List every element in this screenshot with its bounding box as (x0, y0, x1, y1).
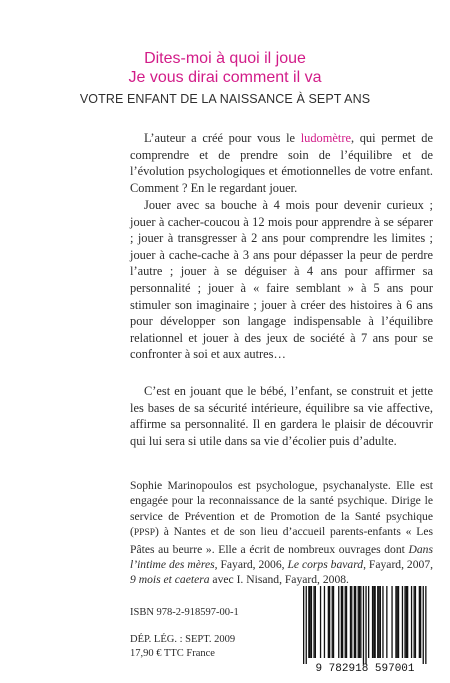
bio-acronym: PPSP (133, 528, 156, 539)
barcode-bar (360, 586, 361, 658)
barcode-bar (419, 586, 420, 658)
barcode-bar (386, 586, 387, 658)
legal-deposit: DÉP. LÉG. : SEPT. 2009 (130, 634, 236, 645)
barcode-bar (346, 586, 347, 658)
conclusion-paragraph: C’est en jouant que le bébé, l’enfant, se construit et jette les bases de sa sécurité intérieure, équilibre sa vie affective, affirme sa personnalité. Il en gardera le plaisir de découvrir qui lui sera si utile dans sa vie d’écolier puis d’adulte. (130, 384, 433, 448)
barcode-bar (350, 586, 351, 658)
barcode-bar (359, 586, 360, 658)
barcode-bars (303, 586, 427, 664)
subtitle: VOTRE ENFANT DE LA NAISSANCE À SEPT ANS (79, 92, 371, 106)
barcode-bar (303, 586, 304, 664)
title-line-2: Je vous dirai comment il va (128, 69, 322, 86)
barcode (295, 584, 435, 674)
barcode-bar (372, 586, 373, 658)
barcode-bar (425, 586, 426, 664)
barcode-bar (329, 586, 330, 658)
bio-book-3: 9 mois et caetera (130, 573, 210, 587)
barcode-bar (423, 586, 424, 664)
barcode-bar (365, 586, 366, 664)
barcode-bar (375, 586, 376, 658)
barcode-bar (342, 586, 343, 658)
barcode-bar (338, 586, 339, 658)
barcode-bar (354, 586, 355, 658)
barcode-bar (415, 586, 416, 658)
barcode-bar (345, 586, 346, 658)
barcode-bar (311, 586, 312, 658)
barcode-bar (382, 586, 383, 658)
legal-info (130, 633, 235, 661)
isbn-line: ISBN 978-2-918597-00-1 (130, 607, 239, 618)
ludometre-highlight: ludomètre (300, 131, 351, 145)
author-bio (130, 478, 433, 588)
title-line-1: Dites-moi à quoi il joue (144, 50, 306, 67)
barcode-bar (411, 586, 412, 658)
barcode-bar (358, 586, 359, 658)
barcode-bar (363, 586, 364, 664)
barcode-bar (398, 586, 399, 658)
bio-text-5: avec I. Nisand, Fayard, 2008. (209, 573, 349, 587)
barcode-bar (414, 586, 415, 658)
barcode-bar (313, 586, 314, 658)
barcode-bar (306, 586, 307, 664)
barcode-bar (373, 586, 374, 658)
intro-text-after: , qui permet de comprendre et de prendre soin de l’équilibre et de l’évolution psychologiques et émotionnelles de votre enfant. Comment ? En le regardant jouer. (130, 131, 433, 195)
bio-book-2: Le corps bavard (287, 558, 364, 572)
barcode-bar (310, 586, 311, 658)
barcode-bar (404, 586, 405, 658)
barcode-bar (380, 586, 381, 658)
bio-text-4: , Fayard, 2007, (363, 558, 434, 572)
barcode-bar (324, 586, 325, 658)
barcode-bar (341, 586, 342, 658)
intro-paragraph (130, 130, 433, 196)
barcode-bar (332, 586, 333, 658)
barcode-bar (320, 586, 321, 658)
barcode-bar (406, 586, 407, 658)
barcode-bar (407, 586, 408, 658)
barcode-bar (397, 586, 398, 658)
bio-text-1: Sophie Marinopoulos est psychologue, psychanalyste. Elle est engagée pour la reconnaissance de la santé psychique. Dirige le service de Prévention et de Promotion de la Santé psychique ( (130, 479, 433, 539)
barcode-bar (391, 586, 392, 658)
barcode-digits: 9 782918 597001 (315, 663, 415, 674)
barcode-bar (395, 586, 396, 658)
bio-book-1: Dans l’intime des mères (130, 542, 433, 572)
bio-text-2: ) à Nantes et de son lieu d’accueil parents-enfants « Les Pâtes au beurre ». Elle a écrit de nombreux ouvrages dont (130, 525, 433, 556)
play-ages-paragraph: Jouer avec sa bouche à 4 mois pour devenir curieux ; jouer à cacher-coucou à 12 mois pour apprendre à se séparer ; jouer à transgresser à 2 ans pour comprendre les limites ; jouer à cache-cache à 3 ans pour dépasser la peur de perdre l’autre ; jouer à se déguiser à 4 ans pour affirmer sa personnalité ; jouer à « faire semblant » à 5 ans pour stimuler son imaginaire ; jouer à créer des histoires à 6 ans pour développer son langage indispensable à l’équilibre relationnel et jouer à des jeux de société à 7 ans pour se confronter à soi et aux autres… (130, 198, 433, 362)
intro-text-before: L’auteur a créé pour vous le (144, 131, 301, 145)
bio-text-3: , Fayard, 2006, (214, 558, 288, 572)
barcode-bar (315, 586, 316, 658)
barcode-bar (377, 586, 378, 658)
barcode-bar (368, 586, 369, 658)
barcode-bar (378, 586, 379, 658)
price: 17,90 € TTC France (130, 648, 215, 659)
barcode-bar (328, 586, 329, 658)
barcode-bar (355, 586, 356, 658)
barcode-bar (333, 586, 334, 658)
barcode-bar (351, 586, 352, 658)
barcode-bar (402, 586, 403, 658)
barcode-bar (308, 586, 309, 658)
barcode-bar (420, 586, 421, 658)
